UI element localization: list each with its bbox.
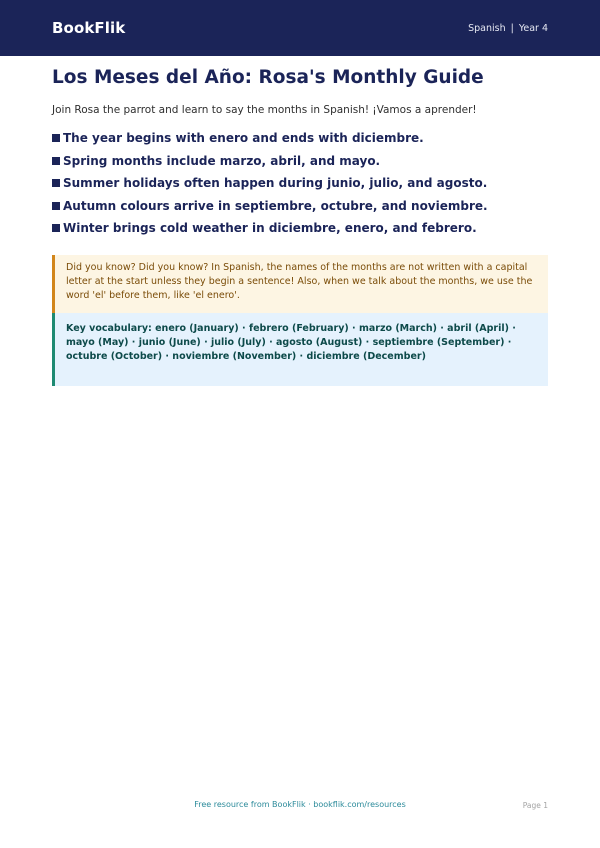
square-bullet-icon <box>52 134 60 142</box>
footer-note[interactable]: Free resource from BookFlik · bookflik.com/resources <box>194 800 406 809</box>
subject-label: Spanish <box>468 22 506 34</box>
intro-text: Join Rosa the parrot and learn to say the months in Spanish! ¡Vamos a aprender! <box>52 104 477 116</box>
meta-separator: | <box>510 22 514 34</box>
square-bullet-icon <box>52 179 60 187</box>
list-item-text: Spring months include marzo, abril, and mayo. <box>63 153 381 168</box>
square-bullet-icon <box>52 157 60 165</box>
list-item-text: Autumn colours arrive in septiembre, octubre, and noviembre. <box>63 198 488 213</box>
square-bullet-icon <box>52 202 60 210</box>
top-bar <box>0 0 600 56</box>
year-label: Year 4 <box>518 22 548 34</box>
square-bullet-icon <box>52 224 60 232</box>
brand-logo[interactable]: BookFlik <box>52 19 126 37</box>
list-item-text: The year begins with enero and ends with diciembre. <box>63 131 424 146</box>
list-item <box>52 217 548 240</box>
main-content <box>52 56 548 386</box>
header-meta <box>468 23 548 34</box>
list-item-text: Summer holidays often happen during junio, julio, and agosto. <box>63 176 488 191</box>
key-points-list <box>52 127 548 240</box>
list-item <box>52 172 548 195</box>
list-item <box>52 195 548 218</box>
list-item <box>52 150 548 173</box>
page-title: Los Meses del Año: Rosa's Monthly Guide <box>52 67 484 88</box>
key-vocabulary-box: Key vocabulary: enero (January) · febrero (February) · marzo (March) · abril (April) · mayo (May) · junio (June) · julio (July) · agosto (August) · septiembre (September) · octubre (October) · noviembre (November) · diciembre (December) <box>52 313 548 386</box>
list-item-text: Winter brings cold weather in diciembre, enero, and febrero. <box>63 221 477 236</box>
list-item <box>52 127 548 150</box>
did-you-know-callout: Did you know? Did you know? In Spanish, the names of the months are not written with a capital letter at the start unless they begin a sentence! Also, when we talk about the months, we use the word 'el' before them, like 'el enero'. <box>52 255 548 313</box>
page-number: Page 1 <box>522 801 548 810</box>
